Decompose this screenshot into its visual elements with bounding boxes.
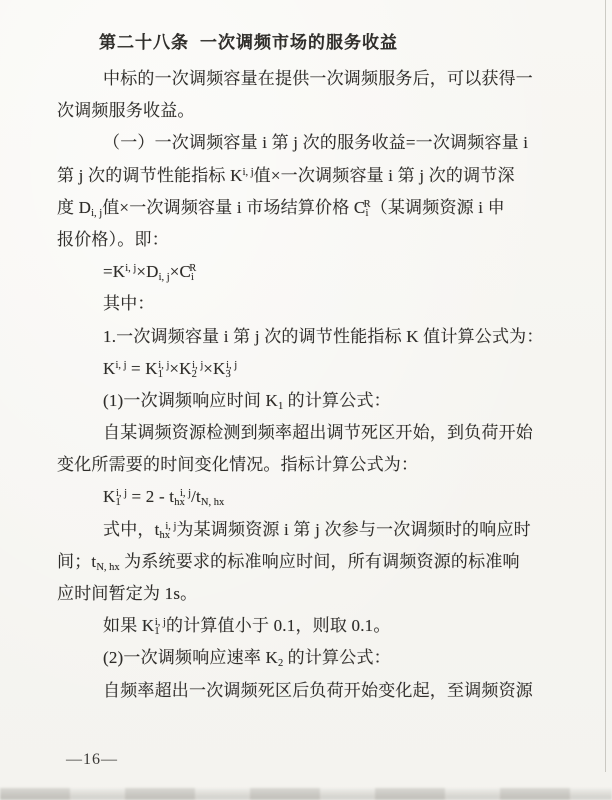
- formula-line: $K_1^{i, j} = 2 - t_{hx}^{i, j}/t_{N, hx}$: [103, 487, 225, 509]
- text-line: (2)一次调频响应速率 $K_2$ 的计算公式：: [103, 648, 391, 670]
- article-number: 第二十八条: [99, 33, 189, 52]
- text-line: 中标的一次调频容量在提供一次调频服务后，可以获得一: [103, 69, 533, 88]
- article-heading: [57, 26, 549, 63]
- text-line: 变化所需要的时间变化情况。指标计算公式为：: [57, 455, 419, 475]
- document-body: [57, 26, 549, 707]
- formula-line: $=K^{i, j}\times D_{i, j}\times C_i^R$: [103, 262, 197, 284]
- text-line: 如果 $K_1^{i, j}$的计算值小于 0.1，则取 0.1。: [103, 616, 391, 638]
- text-line: 间；$t_{N, hx}$ 为系统要求的标准响应时间，所有调频资源的标准响: [57, 551, 520, 573]
- text-line: 自频率超出一次调频死区后负荷开始变化起，至调频资源: [103, 680, 533, 700]
- text-line: (1)一次调频响应时间 $K_1$ 的计算公式：: [103, 390, 391, 412]
- text-line: 式中，$t_{hx}^{i, j}$为某调频资源 i 第 j 次参与一次调频时的响应时: [103, 519, 531, 541]
- scan-bottom-shadow: [0, 788, 612, 800]
- text-line: 自某调频资源检测到频率超出调节死区开始，到负荷开始: [103, 423, 533, 443]
- text-line: 其中：: [103, 294, 155, 314]
- formula-line: $K^{i, j} = K_1^{i, j}\times K_2^{i, j}\times K_3^{i, j}$: [103, 358, 238, 380]
- text-line: （一）一次调频容量 i 第 j 次的服务收益=一次调频容量 i: [103, 133, 529, 153]
- page-number: —16—: [66, 751, 118, 768]
- text-line: 报价格）。即：: [57, 229, 169, 249]
- text-line: 应时间暂定为 1s。: [57, 584, 198, 603]
- text-line: 第 j 次的调节性能指标 K$^{i, j}$值×一次调频容量 i 第 j 次的调节深: [57, 165, 515, 185]
- article-title: 一次调频市场的服务收益: [200, 33, 398, 52]
- text-line: 度 $D_{i, j}$值×一次调频容量 i 市场结算价格 $C_i^R$（某调频资源 i 申: [57, 197, 505, 219]
- text-line: 次调频服务收益。: [57, 101, 195, 121]
- scan-edge-line: [605, 0, 606, 772]
- text-line: 1.一次调频容量 i 第 j 次的调节性能指标 K 值计算公式为：: [103, 326, 544, 346]
